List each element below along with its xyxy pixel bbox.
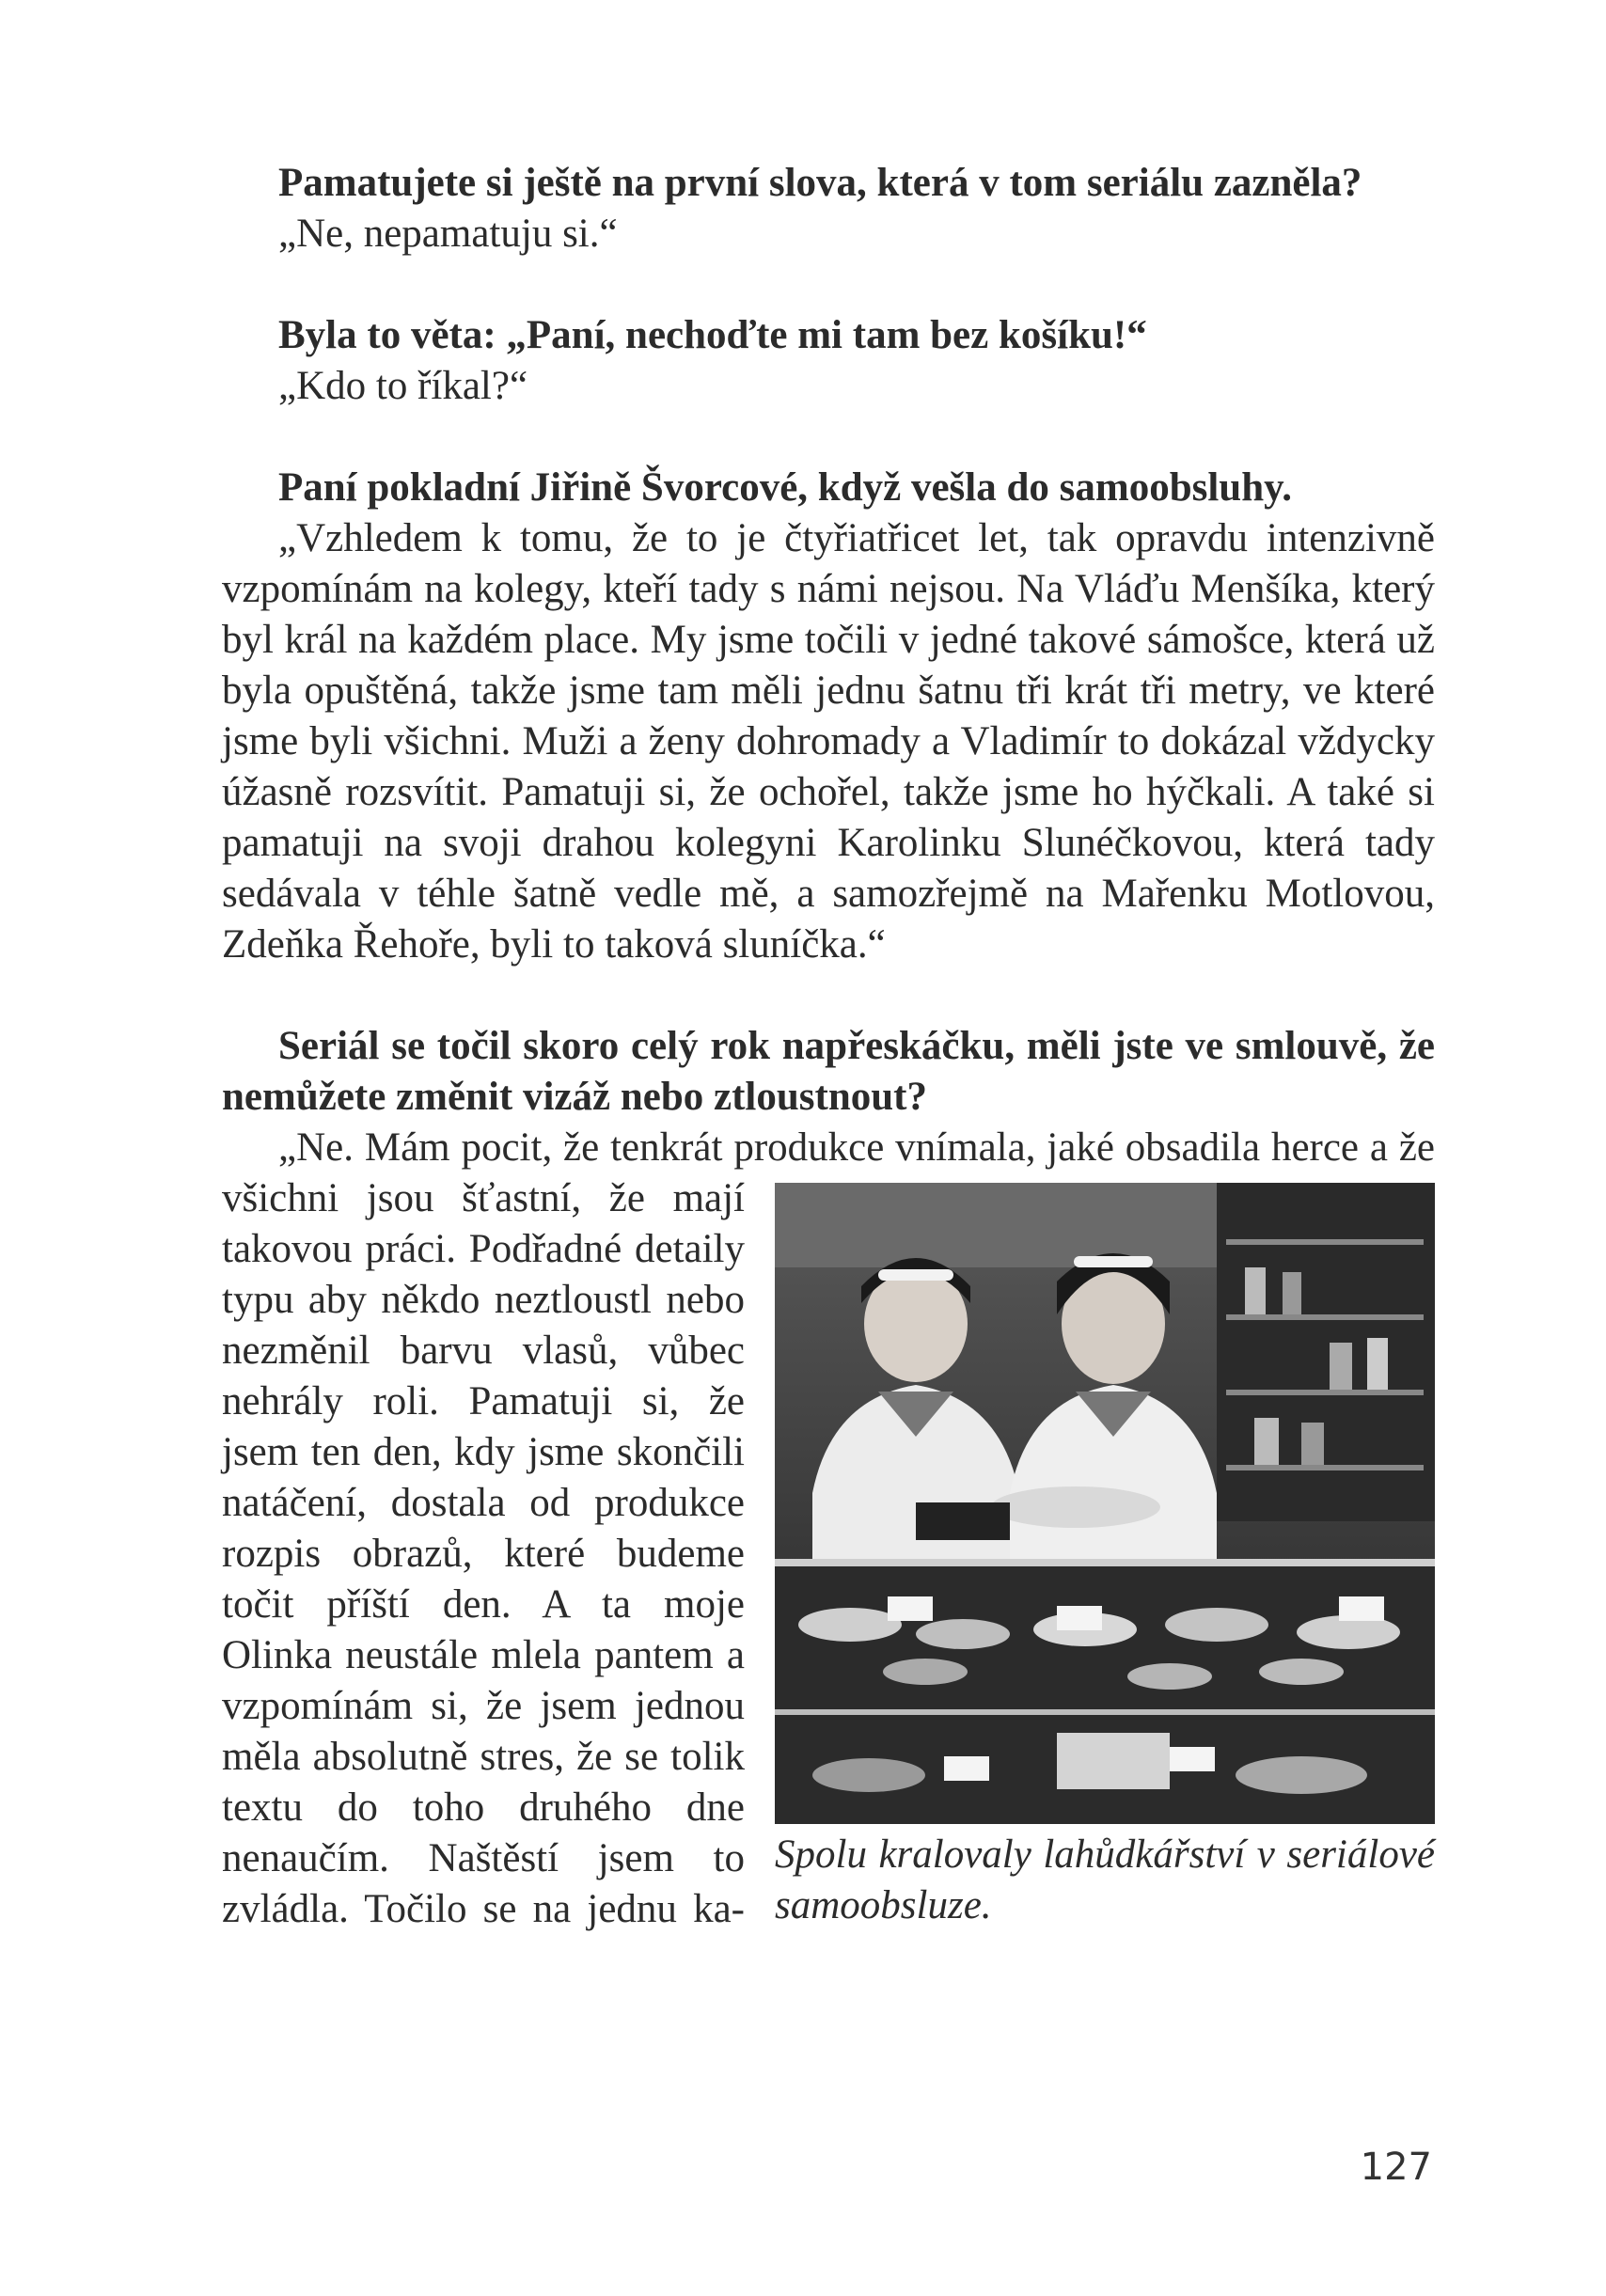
question-3: Paní pokladní Jiřině Švorcové, když vešla do samoobsluhy. (278, 465, 1293, 510)
answer-4-column: všichni jsou šťastní, že mají takovou práci. Podřadné detaily typu aby někdo neztloustl nebo nezměnil barvu vlasů, vůbec nehrály roli. Pamatuji si, že jsem ten den, kdy jsme skončili natáčení, dostala od produkce rozpis obrazů, které budeme točit příští den. A ta moje Olinka neustále mlela pantem a vzpomínám si, že jsem jednou měla absolutně stres, že se tolik textu do toho druhého dne nenaučím. Naštěstí jsem to zvládla. Točilo se na jednu ka- (222, 1176, 745, 1931)
text-with-figure (222, 1173, 1435, 2001)
figure-caption: Spolu kralovaly lahůdkářství v seriálové samoobsluze. (775, 1832, 1435, 1927)
question-4: Seriál se točil skoro celý rok napřeskáčku, měli jste ve smlouvě, že nemůžete změnit vizáž nebo ztloustnout? (222, 1024, 1435, 1119)
photo-shop-counter (775, 1183, 1435, 1824)
answer-1: „Ne, nepamatuju si.“ (278, 212, 618, 256)
page-number: 127 (1360, 2146, 1432, 2189)
answer-4-intro: „Ne. Mám pocit, že tenkrát produkce vnímala, jaké obsadila herce a že (278, 1125, 1435, 1170)
answer-3: „Vzhledem k tomu, že to je čtyřiatřicet let, tak opravdu intenzivně vzpomínám na kolegy, kteří tady s námi nejsou. Na Vláďu Menšíka, který byl král na každém place. My jsme točili v jedné takové sámošce, která už byla opuštěná, takže jsme tam měli jednu šatnu tři krát tři metry, ve které jsme byli všichni. Muži a ženy dohromady a Vladimír to dokázal vždycky úžasně rozsvítit. Pamatuji si, že ochořel, takže jsme ho hýčkali. A také si pamatuji na svoji drahou kolegyni Karolinku Slunéčkovou, která tady sedávala v téhle šatně vedle mě, a samozřejmě na Mařenku Motlovou, Zdeňka Řehoře, byli to taková sluníčka.“ (222, 516, 1435, 967)
question-1: Pamatujete si ještě na první slova, která v tom seriálu zazněla? (278, 161, 1362, 205)
figure (775, 1183, 1435, 1931)
answer-2: „Kdo to říkal?“ (278, 364, 528, 408)
question-2: Byla to věta: „Paní, nechoďte mi tam bez košíku!“ (278, 313, 1147, 357)
page-body (222, 158, 1435, 2001)
